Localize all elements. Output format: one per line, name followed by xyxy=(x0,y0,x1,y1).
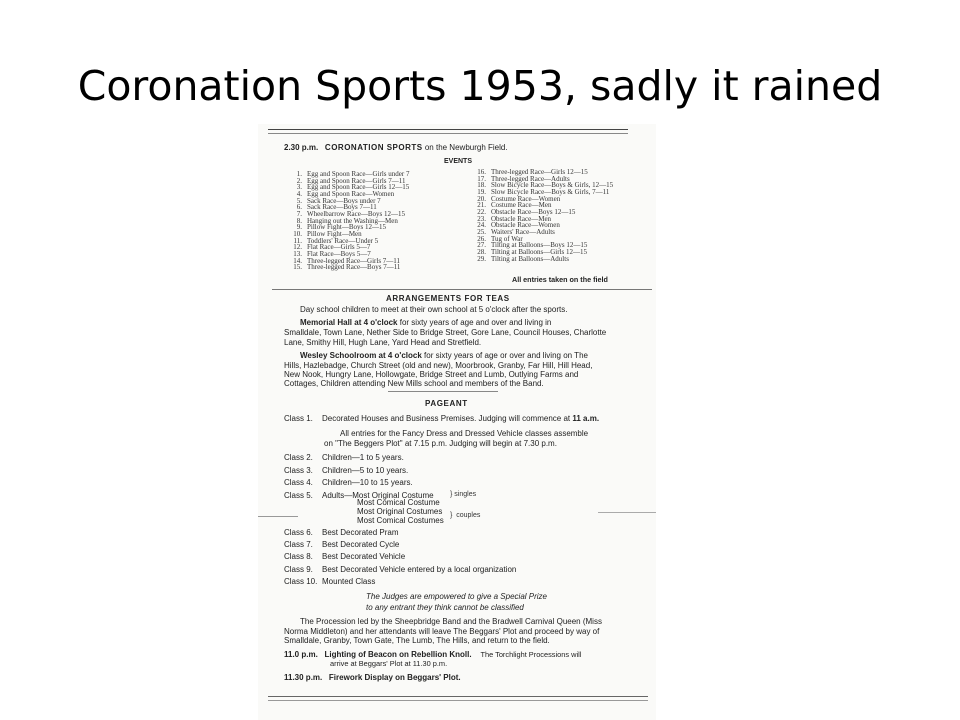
class-label: Class 10. xyxy=(284,576,318,586)
teas-line1: Day school children to meet at their own school at 5 o'clock after the sports. xyxy=(300,305,568,314)
class-label: Class 5. xyxy=(284,490,313,500)
event-name: Costume Race—Women xyxy=(491,194,561,203)
teas-heading: ARRANGEMENTS FOR TEAS xyxy=(386,294,510,303)
class-row xyxy=(284,565,516,575)
wesley-line3: New Nook, Hungry Lane, Hollowgate, Bridge Street and Lumb, Outlying Farms and xyxy=(284,370,579,379)
event-number: 23. xyxy=(477,214,486,223)
class-label: Class 2. xyxy=(284,453,313,462)
class-text: Best Decorated Cycle xyxy=(322,540,400,550)
class-label: Class 6. xyxy=(284,528,313,537)
memorial-line2: Smalldale, Town Lane, Nether Side to Bridge Street, Gore Lane, Council Houses, Charlotte xyxy=(284,328,607,337)
event-number: 26. xyxy=(477,234,486,243)
event-name: Toddlers' Race—Under 5 xyxy=(307,236,379,245)
class-row xyxy=(284,528,398,538)
event-name: Slow Bicycle Race—Boys & Girls, 7—11 xyxy=(491,187,610,196)
event-number: 13. xyxy=(293,249,302,258)
memorial-text: for sixty years of age and over and living in xyxy=(399,318,552,327)
memorial-line3: Lane, Smithy Hill, Hugh Lane, Yard Head and Stretfield. xyxy=(284,338,482,347)
event-item xyxy=(470,256,613,263)
wesley-line4: Cottages, Children attending New Mills school and members of the Band. xyxy=(284,379,544,388)
class-1-text: Decorated Houses and Business Premises. Judging will commence at xyxy=(322,414,571,423)
slide-title: Coronation Sports 1953, sadly it rained xyxy=(77,62,883,110)
class-row xyxy=(284,552,405,562)
wesley-line1 xyxy=(300,351,588,361)
class-text: Adults—Most Original Costume xyxy=(322,490,434,500)
event-number: 21. xyxy=(477,201,486,210)
class-row xyxy=(284,577,375,587)
class-text: Mounted Class xyxy=(322,576,376,586)
event-number: 8. xyxy=(296,216,302,225)
event-number: 22. xyxy=(477,207,486,216)
singles-label: singles xyxy=(454,491,477,498)
memorial-bold: Memorial Hall at 4 o'clock xyxy=(300,318,398,327)
sports-header xyxy=(284,143,508,153)
event-number: 12. xyxy=(293,243,302,252)
fold-crease xyxy=(258,516,298,517)
event-number: 25. xyxy=(477,227,486,236)
event-number: 3. xyxy=(296,183,302,192)
beacon-time: 11.0 p.m. xyxy=(284,650,318,659)
events-right-column xyxy=(470,169,613,262)
event-name: Sack Race—Boys 7—11 xyxy=(307,203,377,212)
torch-line2: arrive at Beggars' Plot at 11.30 p.m. xyxy=(330,659,448,668)
bottom-rule xyxy=(268,696,648,697)
class-row xyxy=(284,453,404,463)
couples-brace: } couples xyxy=(450,512,481,519)
class-1-time: 11 a.m. xyxy=(572,414,600,423)
event-number: 19. xyxy=(477,187,486,196)
event-name: Pillow Fight—Men xyxy=(307,229,362,238)
event-name: Egg and Spoon Race—Women xyxy=(307,189,395,198)
event-number: 16. xyxy=(477,168,486,176)
entries-note: All entries taken on the field xyxy=(512,275,608,284)
firework-row xyxy=(284,673,461,683)
event-name: Waiters' Race—Adults xyxy=(491,227,555,236)
event-number: 27. xyxy=(477,241,486,250)
event-number: 6. xyxy=(296,203,302,212)
event-name: Obstacle Race—Boys 12—15 xyxy=(491,207,576,216)
event-number: 29. xyxy=(477,254,486,263)
event-name: Pillow Fight—Boys 12—15 xyxy=(307,223,386,232)
fold-crease-right xyxy=(598,512,656,513)
event-number: 10. xyxy=(293,229,302,238)
torch-line1: The Torchlight Processions will xyxy=(480,650,582,659)
event-number: 1. xyxy=(296,170,302,178)
class-1-row xyxy=(284,414,599,424)
class-row xyxy=(284,466,408,476)
couples-label: couples xyxy=(456,512,481,519)
event-name: Flat Race—Boys 5—7 xyxy=(307,249,371,258)
event-number: 5. xyxy=(296,196,302,205)
class-label: Class 9. xyxy=(284,564,313,574)
pageant-heading: PAGEANT xyxy=(425,399,468,408)
event-name: Tilting at Balloons—Adults xyxy=(491,254,569,263)
class-5-sub-item: Most Comical Costume xyxy=(357,498,440,507)
procession-line3: Smalldale, Granby, Town Gate, The Lumb, The Hills, and return to the field. xyxy=(284,636,550,645)
event-number: 24. xyxy=(477,221,486,230)
header-time: 2.30 p.m. xyxy=(284,143,319,152)
event-number: 7. xyxy=(296,209,302,218)
event-number: 15. xyxy=(293,263,302,272)
class-text: Best Decorated Vehicle entered by a local organization xyxy=(322,564,517,574)
fancy-line1: All entries for the Fancy Dress and Dressed Vehicle classes assemble xyxy=(340,429,589,438)
event-name: Three-legged Race—Girls 12—15 xyxy=(491,168,588,176)
judges-line2: to any entrant they think cannot be classified xyxy=(366,603,524,612)
event-name: Slow Bicycle Race—Boys & Girls, 12—15 xyxy=(491,181,614,190)
event-name: Costume Race—Men xyxy=(491,201,552,210)
class-1-label: Class 1. xyxy=(284,414,313,423)
class-5-sub-item: Most Comical Costumes xyxy=(357,516,444,525)
singles-brace: } singles xyxy=(450,491,477,498)
class-label: Class 3. xyxy=(284,465,313,475)
class-label: Class 7. xyxy=(284,540,313,550)
class-row xyxy=(284,478,413,488)
beacon-text: Lighting of Beacon on Rebellion Knoll. xyxy=(324,650,472,659)
fancy-line2: on "The Beggers Plot" at 7.15 p.m. Judging will begin at 7.30 p.m. xyxy=(324,439,557,448)
class-text: Children—5 to 10 years. xyxy=(322,465,409,475)
event-name: Egg and Spoon Race—Girls 12—15 xyxy=(307,183,410,192)
event-name: Three-legged Race—Adults xyxy=(491,174,570,183)
class-label: Class 4. xyxy=(284,478,313,488)
top-rule-2 xyxy=(268,133,628,134)
event-name: Flat Race—Girls 5—7 xyxy=(307,243,371,252)
wesley-text: for sixty years of age or over and living on The xyxy=(424,351,588,360)
wesley-line2: Hills, Hazlebadge, Church Street (old and new), Moorbrook, Granby, Far Hill, Hill Head, xyxy=(284,361,593,370)
event-name: Tug of War xyxy=(491,234,523,243)
bottom-rule-2 xyxy=(268,700,648,701)
class-text: Children—10 to 15 years. xyxy=(322,478,413,488)
procession-line1: The Procession led by the Sheepbridge Band and the Bradwell Carnival Queen (Miss xyxy=(300,617,602,626)
event-name: Three-legged Race—Boys 7—11 xyxy=(307,263,401,272)
events-heading: EVENTS xyxy=(444,158,473,165)
event-number: 17. xyxy=(477,174,486,183)
event-name: Egg and Spoon Race—Girls under 7 xyxy=(307,170,410,178)
procession-line2: Norma Middleton) and her attendants will leave The Beggars' Plot and proceed by way of xyxy=(284,627,600,636)
event-name: Tilting at Balloons—Boys 12—15 xyxy=(491,241,588,250)
event-number: 18. xyxy=(477,181,486,190)
header-title: CORONATION SPORTS xyxy=(324,143,423,152)
event-name: Tilting at Balloons—Girls 12—15 xyxy=(491,247,588,256)
firework-text: Firework Display on Beggars' Plot. xyxy=(328,673,461,682)
event-name: Obstacle Race—Women xyxy=(491,221,560,230)
class-row xyxy=(284,540,399,550)
class-text: Children—1 to 5 years. xyxy=(322,453,404,462)
section-rule-pageant xyxy=(388,391,498,392)
class-text: Best Decorated Vehicle xyxy=(322,552,406,562)
event-number: 4. xyxy=(296,189,302,198)
event-number: 2. xyxy=(296,176,302,185)
event-name: Sack Race—Boys under 7 xyxy=(307,196,381,205)
class-text: Best Decorated Pram xyxy=(322,528,399,537)
event-number: 11. xyxy=(293,236,302,245)
programme-sheet xyxy=(258,124,656,720)
section-rule-teas xyxy=(272,289,652,290)
event-name: Obstacle Race—Men xyxy=(491,214,552,223)
event-name: Wheelbarrow Race—Boys 12—15 xyxy=(307,209,405,218)
events-left-column xyxy=(286,171,409,271)
event-number: 14. xyxy=(293,256,302,265)
event-number: 20. xyxy=(477,194,486,203)
header-rest: on the Newburgh Field. xyxy=(424,143,508,152)
event-item xyxy=(286,264,409,271)
event-name: Hanging out the Washing—Men xyxy=(307,216,398,225)
class-label: Class 8. xyxy=(284,552,313,562)
wesley-bold: Wesley Schoolroom at 4 o'clock xyxy=(300,351,422,360)
class-5-sub-item: Most Original Costumes xyxy=(357,507,443,516)
event-name: Three-legged Race—Girls 7—11 xyxy=(307,256,401,265)
firework-time: 11.30 p.m. xyxy=(284,673,323,682)
event-name: Egg and Spoon Race—Girls 7—11 xyxy=(307,176,406,185)
event-number: 28. xyxy=(477,247,486,256)
judges-line1: The Judges are empowered to give a Special Prize xyxy=(366,592,547,601)
top-rule xyxy=(268,129,628,130)
memorial-line1 xyxy=(300,318,551,328)
event-number: 9. xyxy=(296,223,302,232)
